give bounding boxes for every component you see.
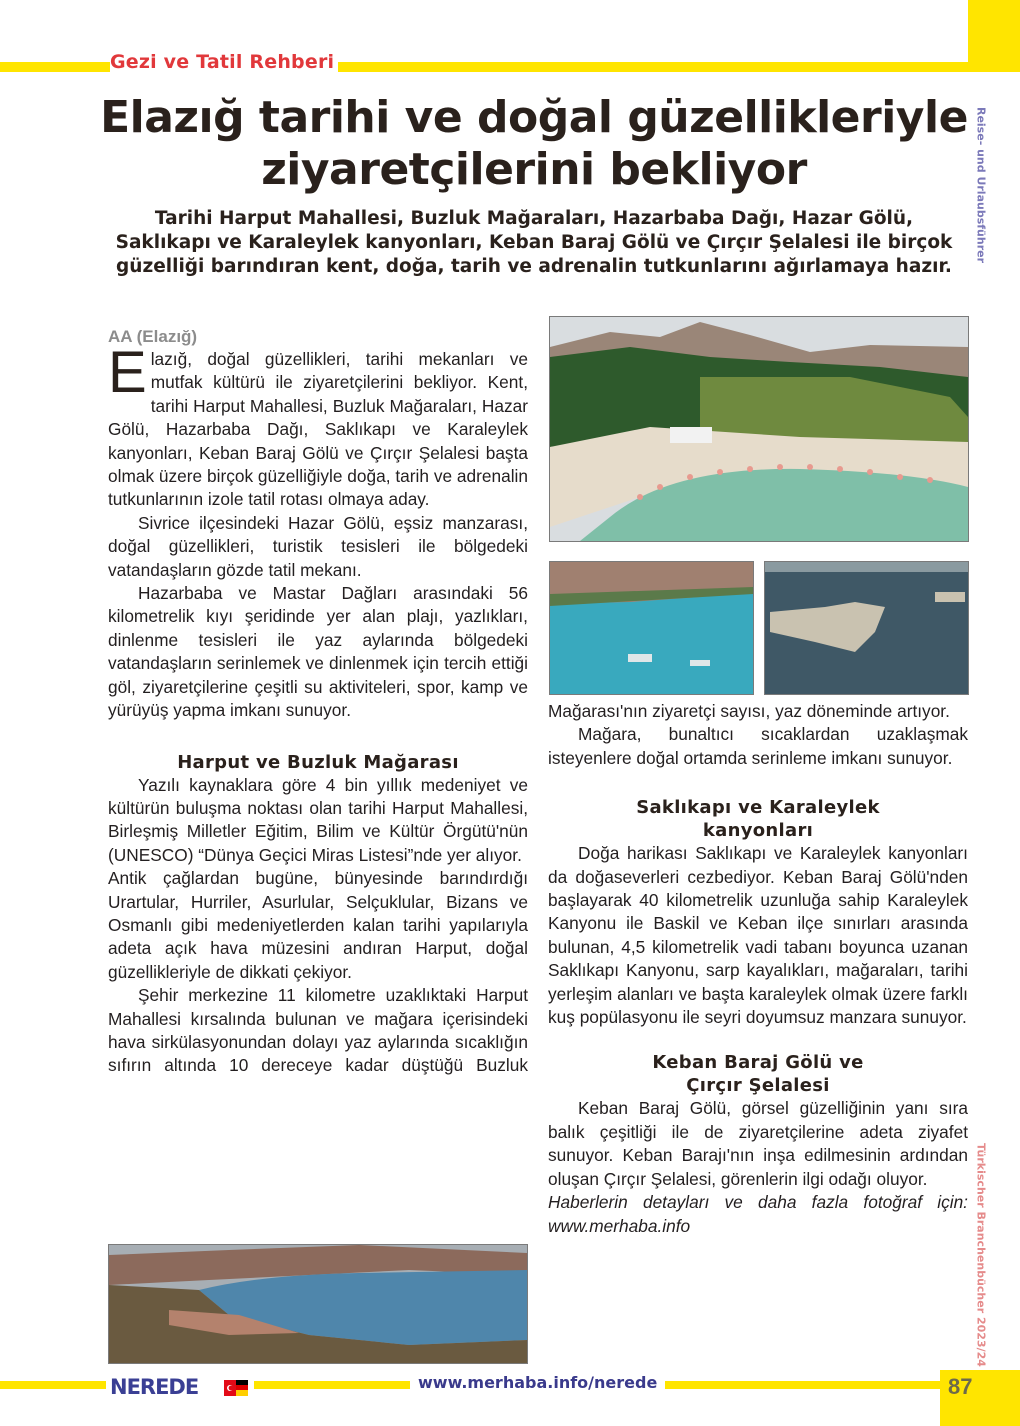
heading-line: Çırçır Şelalesi — [686, 1075, 830, 1097]
sunken-ruins-lake-photo — [764, 561, 969, 695]
byline: AA (Elazığ) — [108, 327, 198, 346]
left-column — [108, 326, 528, 1078]
paragraph: Antik çağlardan bugüne, bünyesinde barındırdığı Urartular, Hurriler, Asurlular, Selçuklular, Bizans ve Osmanlı gibi medeniyetlerden kalan tarihi yapılarıyla adeta açık hava müzesini andıran Harput, doğal güzellikleriyle de dikkati çekiyor. — [108, 868, 528, 982]
section-heading: Harput ve Buzluk Mağarası — [177, 751, 459, 773]
page-title — [100, 92, 968, 196]
side-label-german — [970, 90, 992, 280]
logo-text: NEREDE — [110, 1375, 199, 1399]
heading-line: kanyonları — [702, 820, 814, 842]
paragraph: Mağara, bunaltıcı sıcaklardan uzaklaşmak isteyenlere doğal ortamda serinleme imkanı sunuyor. — [548, 724, 968, 768]
section-heading — [548, 1051, 968, 1097]
subheadline: Tarihi Harput Mahallesi, Buzluk Mağaraları, Hazarbaba Dağı, Hazar Gölü, Saklıkapı ve Karaleylek kanyonları, Keban Baraj Gölü ve Çırçır Şelalesi ile birçok güzelliği barındıran kent, doğa, tarih ve adrenalin tutkunlarını ağırlamaya hazır. — [115, 208, 953, 277]
hazar-lake-beach-aerial-photo — [549, 316, 969, 542]
headline-line-2: ziyaretçilerini bekliyor — [261, 144, 807, 195]
heading-line: Keban Baraj Gölü ve — [652, 1052, 864, 1074]
intro-paragraph — [108, 340, 528, 512]
paragraph: Yazılı kaynaklara göre 4 bin yıllık medeniyet ve kültürün buluşma noktası olan tarihi Harput Mahallesi, Birleşmiş Milletler Eğitim, Bilim ve Kültür Örgütü'nün (UNESCO) “Dünya Geçici Miras Listesi”nde yer alıyor. — [108, 774, 528, 865]
dropcap: E — [108, 340, 147, 405]
top-right-yellow-block — [968, 0, 1020, 72]
right-column — [548, 700, 968, 1238]
paragraph: Şehir merkezine 11 kilometre uzaklıktaki Harput Mahallesi kırsalında bulunan ve mağara içerisindeki hava sirkülasyonundan dolayı yaz aylarında sıcaklığın sıfırın altında 10 dereceye kadar düştüğü Buzluk — [108, 985, 528, 1076]
paragraph: Sivrice ilçesindeki Hazar Gölü, eşsiz manzarası, doğal güzellikleri, turistik tesisleri ile bölgedeki vatandaşların gözde tatil mekanı. — [108, 512, 528, 580]
page-number: 87 — [948, 1374, 973, 1399]
section-heading — [548, 796, 968, 842]
paragraph: Hazarbaba ve Mastar Dağları arasındaki 56 kilometrelik kıyı şeridinde yer alan plajı, yazlıkları, dinlenme tesisleri ile yaz aylarında bölgedeki vatandaşların serinlemek ve dinlenmek için tercih ettiği göl, ziyaretçilerine çeşitli su aktiviteleri, spor, kamp ve yürüyüş yapma imkanı sunuyor. — [108, 583, 528, 721]
lake-boats-photo — [549, 561, 754, 695]
paragraph: Keban Baraj Gölü, görsel güzelliğinin yanı sıra balık çeşitliği ile de ziyaretçilerine adeta ziyafet sunuyor. Keban Barajı'nın inşa edilmesinin ardından oluşan Çırçır Şelalesi, görenlerin ilgi odağı oluyor. — [548, 1098, 968, 1189]
paragraph: Mağarası'nın ziyaretçi sayısı, yaz döneminde artıyor. — [548, 701, 950, 721]
footer-url-link[interactable]: www.merhaba.info/nerede — [410, 1371, 665, 1395]
paragraph: Doğa harikası Saklıkapı ve Karaleylek kanyonları da doğaseverleri cezbediyor. Keban Baraj Gölü'nden başlayarak 40 kilometrelik uzunluğa sahip Karaleylek Kanyonu ile Baskil ve Keban ilçe sınırları arasında bulunan, 4,5 kilometrelik vadi tabanı boyunca uzanan Saklıkapı Kanyonu, sarp kayalıkları, mağaraları, tarihi yerleşim alanları ve başta karaleylek olmak üzere farklı kuş popülasyonu ile seyri doyumsuz manzara sunuyor. — [548, 843, 968, 1028]
side-label-publication — [970, 1143, 992, 1367]
lake-panorama-photo — [108, 1244, 528, 1364]
intro-text: lazığ, doğal güzellikleri, tarihi mekanları ve mutfak kültürü ile ziyaretçilerini bekliyor. Kent, tarihi Harput Mahallesi, Buzluk Mağaraları, Hazar Gölü, Hazarbaba Dağı, Saklıkapı ve Karaleylek kanyonları, Keban Baraj Gölü ve Çırçır Şelalesi başta olmak üzere birçok güzelliğiyle doğa, tarih ve adrenalin tutkunlarının izole tatil rotası olmaya aday. — [108, 349, 528, 510]
nerede-logo — [106, 1374, 254, 1404]
heading-line: Saklıkapı ve Karaleylek — [636, 797, 880, 819]
side-label-text: Reise- und Urlaubsführer — [974, 106, 988, 264]
closing-note: Haberlerin detayları ve daha fazla fotoğraf için: www.merhaba.info — [548, 1192, 968, 1236]
headline-line-1: Elazığ tarihi ve doğal güzellikleriyle — [100, 92, 968, 143]
section-label: Gezi ve Tatil Rehberi — [110, 50, 338, 74]
flag-icon — [224, 1376, 248, 1398]
side-label-text: Türkischer Branchenbücher 2023/24 — [974, 1143, 988, 1367]
